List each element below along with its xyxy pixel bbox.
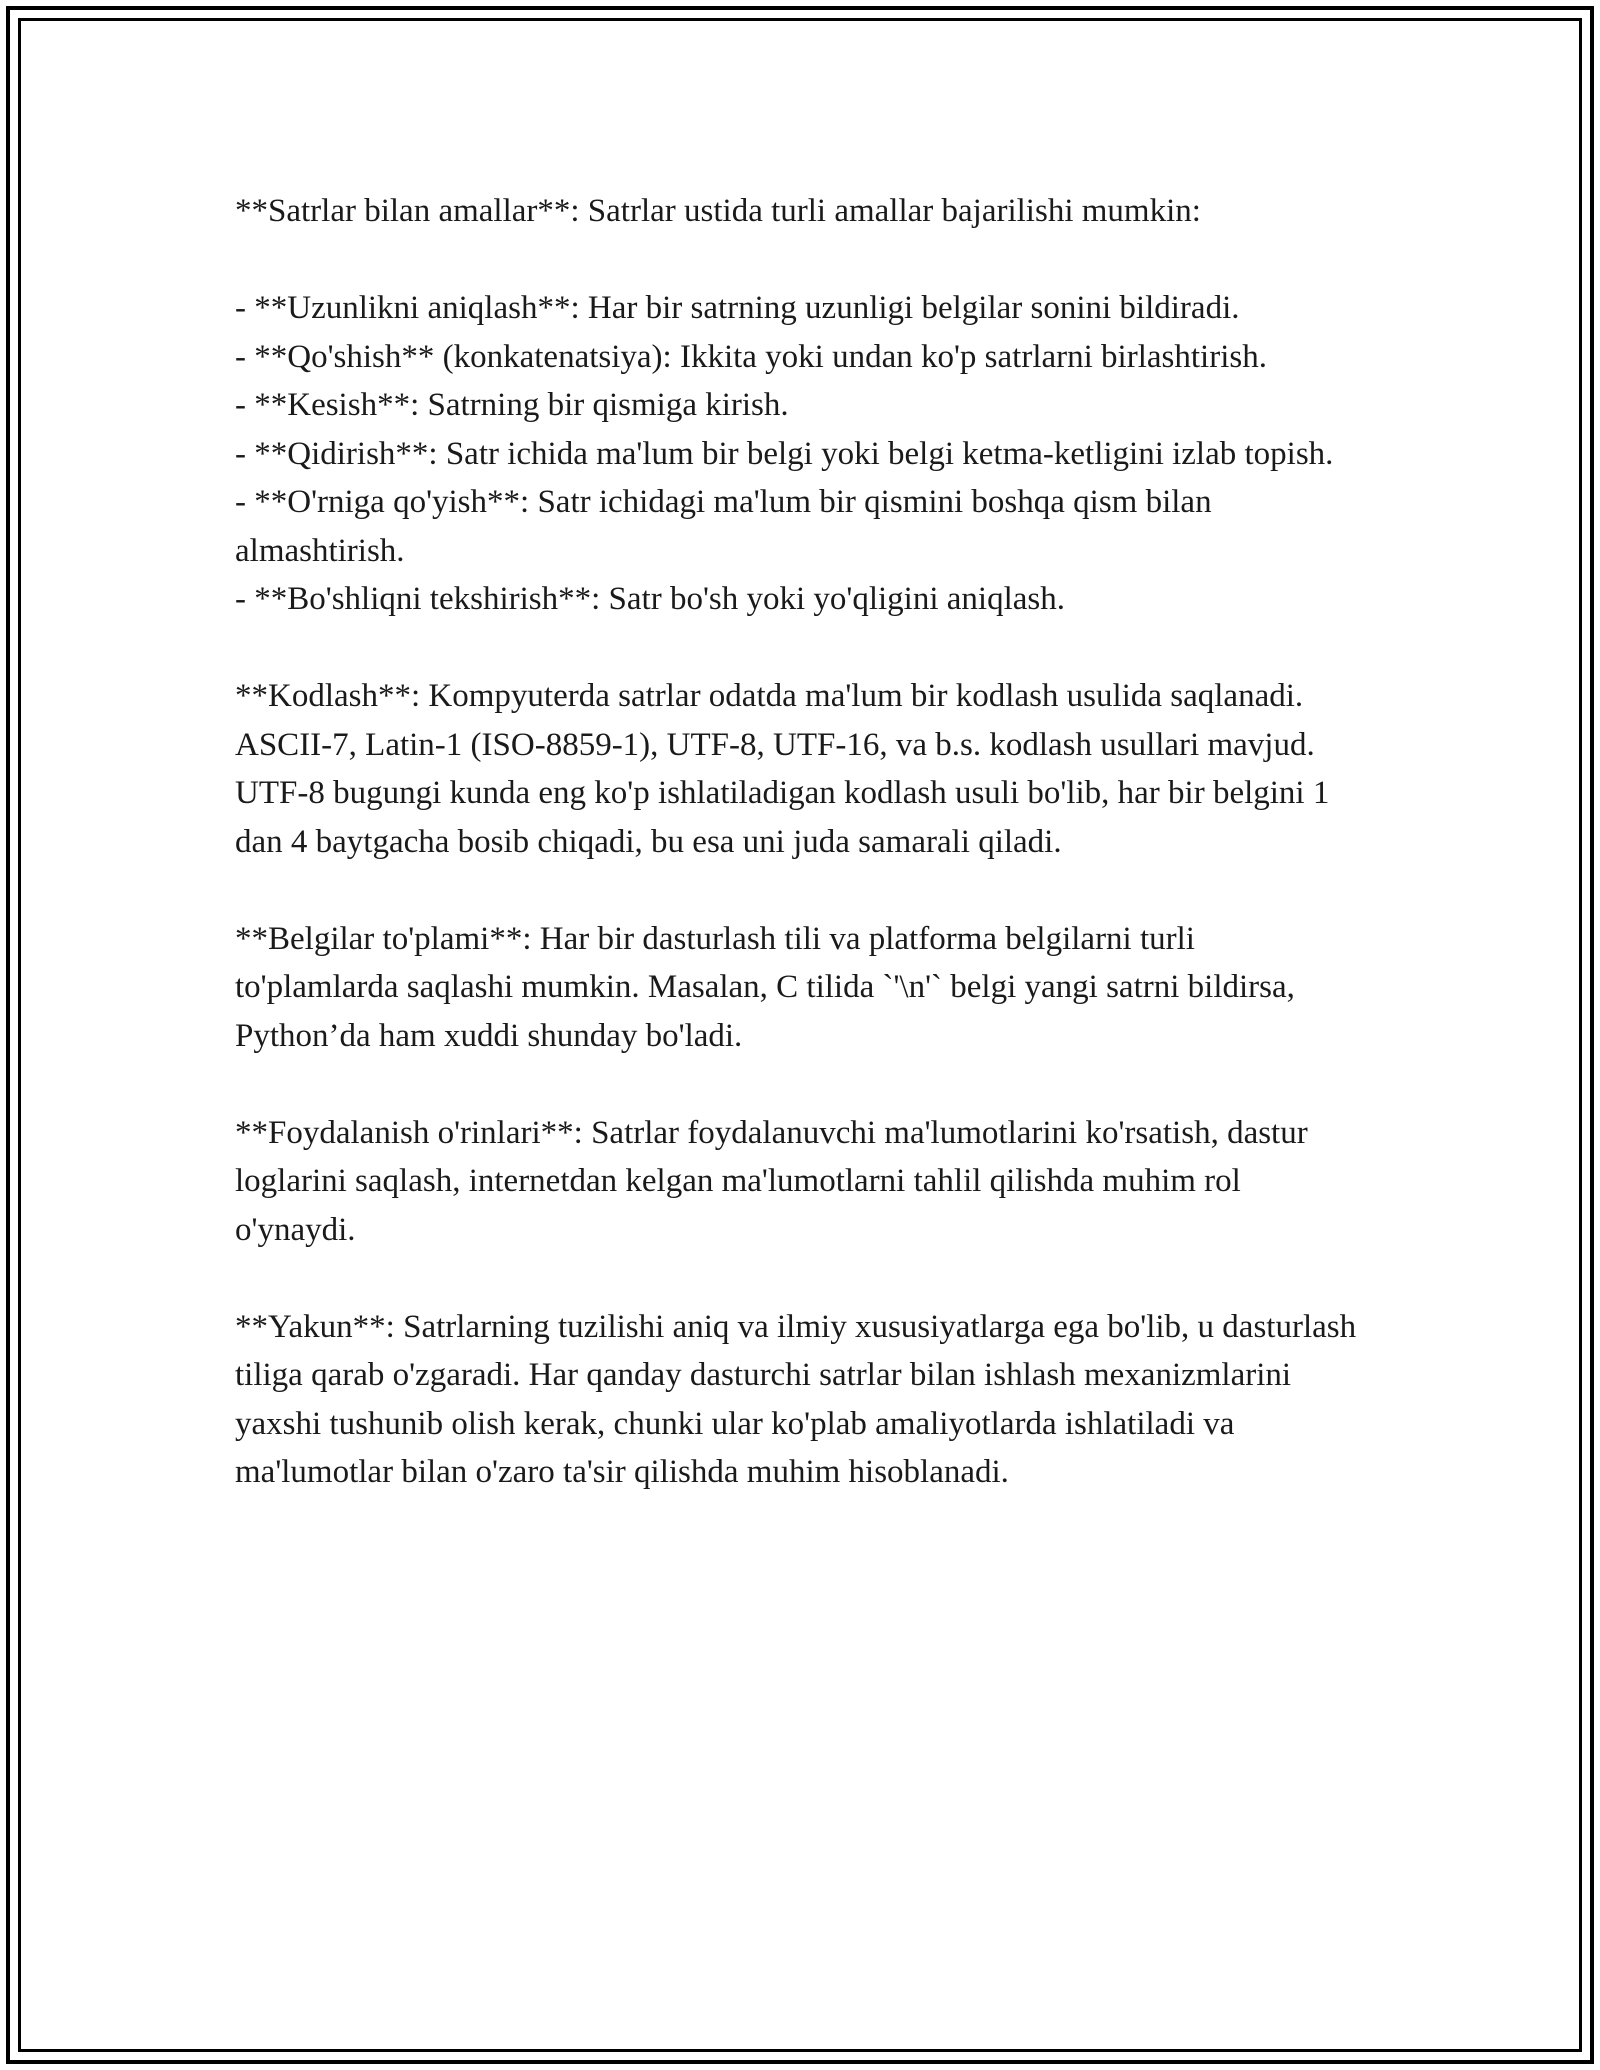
list-item: - **O'rniga qo'yish**: Satr ichidagi ma'lum bir qismini boshqa qism bilan almashtirish.	[235, 484, 1212, 569]
kodlash-paragraph: **Kodlash**: Kompyuterda satrlar odatda ma'lum bir kodlash usulida saqlanadi. ASCII-7, Latin-1 (ISO-8859-1), UTF-8, UTF-16, va b.s. kodlash usullari mavjud. UTF-8 bugungi kunda eng ko'p ishlatiladigan kodlash usuli bo'lib, har bir belgini 1 dan 4 baytgacha bosib chiqadi, bu esa uni juda samarali qiladi.	[235, 678, 1330, 860]
belgilar-paragraph: **Belgilar to'plami**: Har bir dasturlash tili va platforma belgilarni turli to'plamlarda saqlashi mumkin. Masalan, C tilida `'\n'` belgi yangi satrni bildirsa, Python’da ham xuddi shunday bo'ladi.	[235, 920, 1295, 1054]
list-item: - **Bo'shliqni tekshirish**: Satr bo'sh yoki yo'qligini aniqlash.	[235, 581, 1065, 617]
paragraph-gap	[235, 236, 1365, 285]
paragraph-gap	[235, 624, 1365, 673]
document-body	[235, 187, 1365, 1497]
list-item: - **Qo'shish** (konkatenatsiya): Ikkita yoki undan ko'p satrlarni birlashtirish.	[235, 338, 1267, 375]
intro-paragraph: **Satrlar bilan amallar**: Satrlar ustida turli amallar bajarilishi mumkin:	[235, 193, 1201, 229]
foydalanish-paragraph: **Foydalanish o'rinlari**: Satrlar foydalanuvchi ma'lumotlarini ko'rsatish, dastur loglarini saqlash, internetdan kelgan ma'lumotlarni tahlil qilishda muhim rol o'ynaydi.	[235, 1114, 1308, 1248]
paragraph-gap	[235, 866, 1365, 915]
list-item: - **Qidirish**: Satr ichida ma'lum bir belgi yoki belgi ketma-ketligini izlab topish.	[235, 435, 1334, 472]
paragraph-gap	[235, 1254, 1365, 1303]
paragraph-gap	[235, 1060, 1365, 1109]
list-item: - **Kesish**: Satrning bir qismiga kirish.	[235, 387, 789, 423]
yakun-paragraph: **Yakun**: Satrlarning tuzilishi aniq va ilmiy xususiyatlarga ega bo'lib, u dasturlash tiliga qarab o'zgaradi. Har qanday dasturchi satrlar bilan ishlash mexanizmlarini yaxshi tushunib olish kerak, chunki ular ko'plab amaliyotlarda ishlatiladi va ma'lumotlar bilan o'zaro ta'sir qilishda muhim hisoblanadi.	[235, 1308, 1357, 1490]
list-item: - **Uzunlikni aniqlash**: Har bir satrning uzunligi belgilar sonini bildiradi.	[235, 290, 1240, 326]
